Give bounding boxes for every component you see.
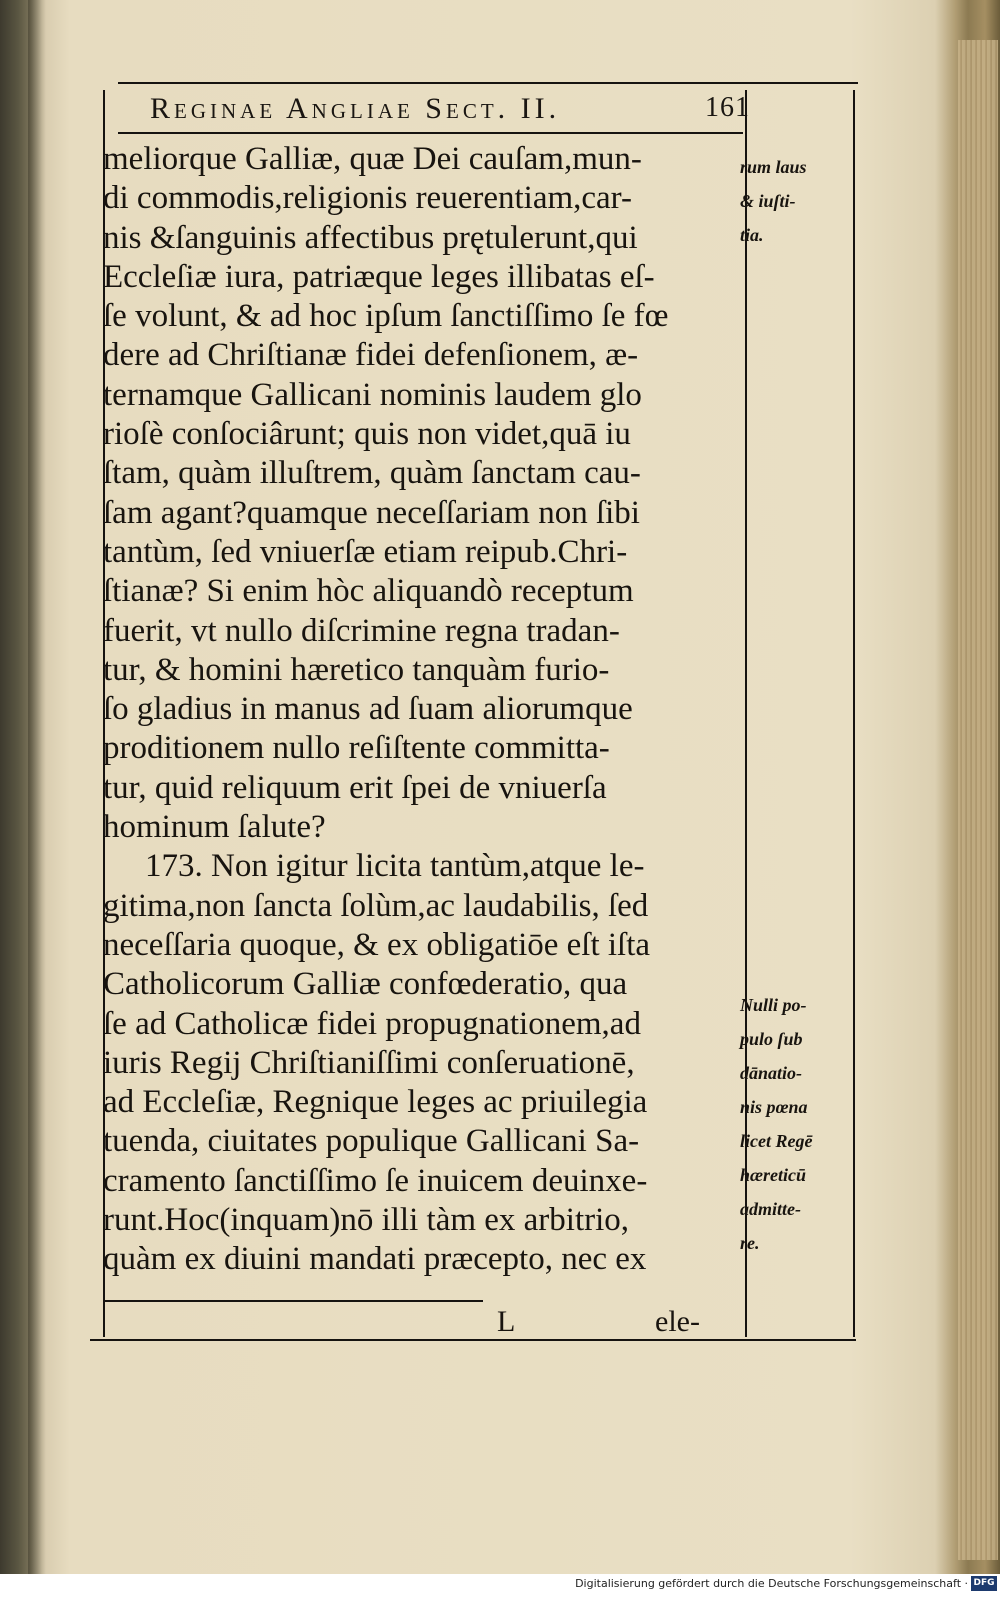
text-line: 173. Non igitur licita tantùm,atque le-	[145, 848, 645, 885]
marginal-line: re.	[740, 1233, 760, 1253]
bottom-rule-outer	[90, 1339, 856, 1341]
marginal-line: admitte-	[740, 1199, 801, 1219]
marginal-line: hæreticū	[740, 1165, 807, 1185]
catchword: ele-	[655, 1305, 700, 1338]
body-text	[103, 140, 743, 1280]
text-line: ſo gladius in manus ad ſuam aliorumque	[103, 691, 633, 728]
text-line: di commodis,religionis reuerentiam,car-	[103, 180, 632, 217]
text-line: gitima,non ſancta ſolùm,ac laudabilis, ſed	[103, 887, 649, 924]
page-edges	[958, 40, 998, 1560]
text-line: ſe ad Catholicæ fidei propugnationem,ad	[103, 1005, 641, 1042]
dfg-logo: DFG	[971, 1576, 997, 1591]
text-line: fuerit, vt nullo diſcrimine regna tradan-	[103, 612, 620, 649]
bottom-rule-inner	[103, 1300, 483, 1302]
page-number: 161	[705, 92, 750, 123]
text-line: tuenda, ciuitates populique Gallicani Sa-	[103, 1123, 640, 1160]
footer-bar	[0, 1574, 1000, 1597]
text-line: rioſè conſociârunt; quis non videt,quā iu	[103, 416, 631, 453]
text-line: iuris Regij Chriſtianiſſimi conſeruationē,	[103, 1044, 635, 1081]
marginal-line: nis pœna	[740, 1097, 808, 1117]
footer-credit: Digitalisierung gefördert durch die Deutsche Forschungsgemeinschaft ·	[575, 1577, 968, 1590]
text-line: meliorque Galliæ, quæ Dei cauſam,mun-	[103, 141, 642, 177]
running-header	[130, 92, 750, 132]
text-line: tur, quid reliquum erit ſpei de vniuerſa	[103, 769, 607, 806]
text-line: ſam agant?quamque neceſſariam non ſibi	[103, 494, 640, 531]
marginal-line: tia.	[740, 225, 764, 245]
marginal-line: licet Regē	[740, 1131, 813, 1151]
text-line: neceſſaria quoque, & ex obligatiōe eſt iſta	[103, 926, 651, 963]
text-line: nis &ſanguinis affectibus prętulerunt,qui	[103, 219, 638, 256]
marginal-note-top	[740, 150, 850, 252]
text-line: dere ad Chriſtianæ fidei defenſionem, æ-	[103, 337, 639, 374]
marginal-line: Nulli po-	[740, 995, 807, 1015]
text-line: tantùm, ſed vniuerſæ etiam reipub.Chri-	[103, 533, 628, 570]
marginal-note-bottom	[740, 988, 812, 1260]
text-line: runt.Hoc(inquam)nō illi tàm ex arbitrio,	[103, 1202, 630, 1239]
text-line: tur, & homini hæretico tanquàm furio-	[103, 651, 610, 688]
text-line: ad Eccleſiæ, Regnique leges ac priuilegia	[103, 1084, 648, 1121]
text-line: quàm ex diuini mandati præcepto, nec ex	[103, 1241, 647, 1278]
text-line: ternamque Gallicani nominis laudem glo	[103, 376, 642, 413]
marginal-line: pulo ſub	[740, 1029, 803, 1049]
text-line: Catholicorum Galliæ confœderatio, qua	[103, 966, 628, 1003]
top-rule-outer	[118, 82, 858, 84]
binding-shadow	[28, 0, 42, 1574]
marginal-line: & iuſti-	[740, 191, 796, 211]
text-line: proditionem nullo reſiſtente committa-	[103, 730, 610, 767]
text-line: hominum ſalute?	[103, 809, 326, 846]
marginal-line: rum laus	[740, 157, 807, 177]
margin-notes	[740, 150, 850, 1253]
text-line: Eccleſiæ iura, patriæque leges illibatas eſ-	[103, 258, 655, 295]
signature-mark: L	[497, 1305, 516, 1338]
text-line: cramento ſanctiſſimo ſe inuicem deuinxe-	[103, 1162, 648, 1199]
marginal-line: dānatio-	[740, 1063, 803, 1083]
text-line: ſtam, quàm illuſtrem, quàm ſanctam cau-	[103, 455, 641, 492]
running-title: Reginae Angliae Sect. II.	[150, 92, 561, 125]
text-line: ſe volunt, & ad hoc ipſum ſanctiſſimo ſe fœ	[103, 298, 669, 335]
text-line: ſtianæ? Si enim hòc aliquandò receptum	[103, 573, 634, 610]
